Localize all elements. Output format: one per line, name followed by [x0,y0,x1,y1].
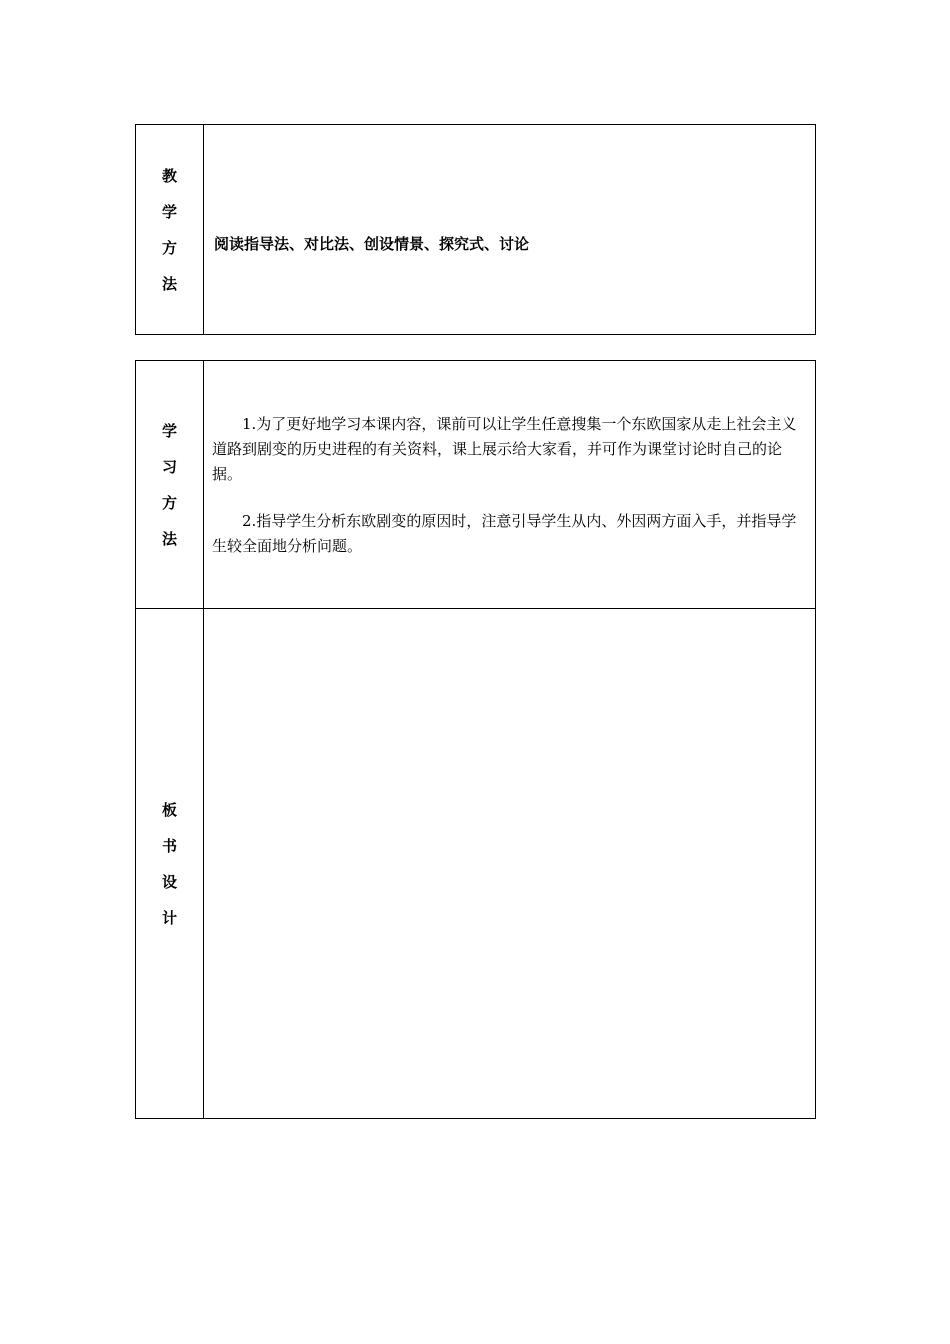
teaching-method-content-cell [204,125,816,335]
learning-method-paragraph-2: 2.指导学生分析东欧剧变的原因时，注意引导学生从内、外因两方面入手，并指导学生较全面地分析问题。 [212,512,797,555]
board-design-label-cell [136,609,204,1119]
learning-and-board-table [135,360,816,1119]
teaching-method-label: 教学方法 [161,166,177,293]
learning-method-paragraph-1: 1.为了更好地学习本课内容，课前可以让学生任意搜集一个东欧国家从走上社会主义道路到剧变的历史进程的有关资料，课上展示给大家看，并可作为课堂讨论时自己的论据。 [212,415,797,483]
teaching-method-label-cell [136,125,204,335]
learning-method-label-cell [136,361,204,609]
board-design-label: 板书设计 [161,800,177,927]
learning-method-content-cell [204,361,816,609]
teaching-method-table [135,124,816,335]
learning-method-label: 学习方法 [161,421,177,548]
board-design-content-cell [204,609,816,1119]
teaching-method-text: 阅读指导法、对比法、创设情景、探究式、讨论 [214,235,530,253]
